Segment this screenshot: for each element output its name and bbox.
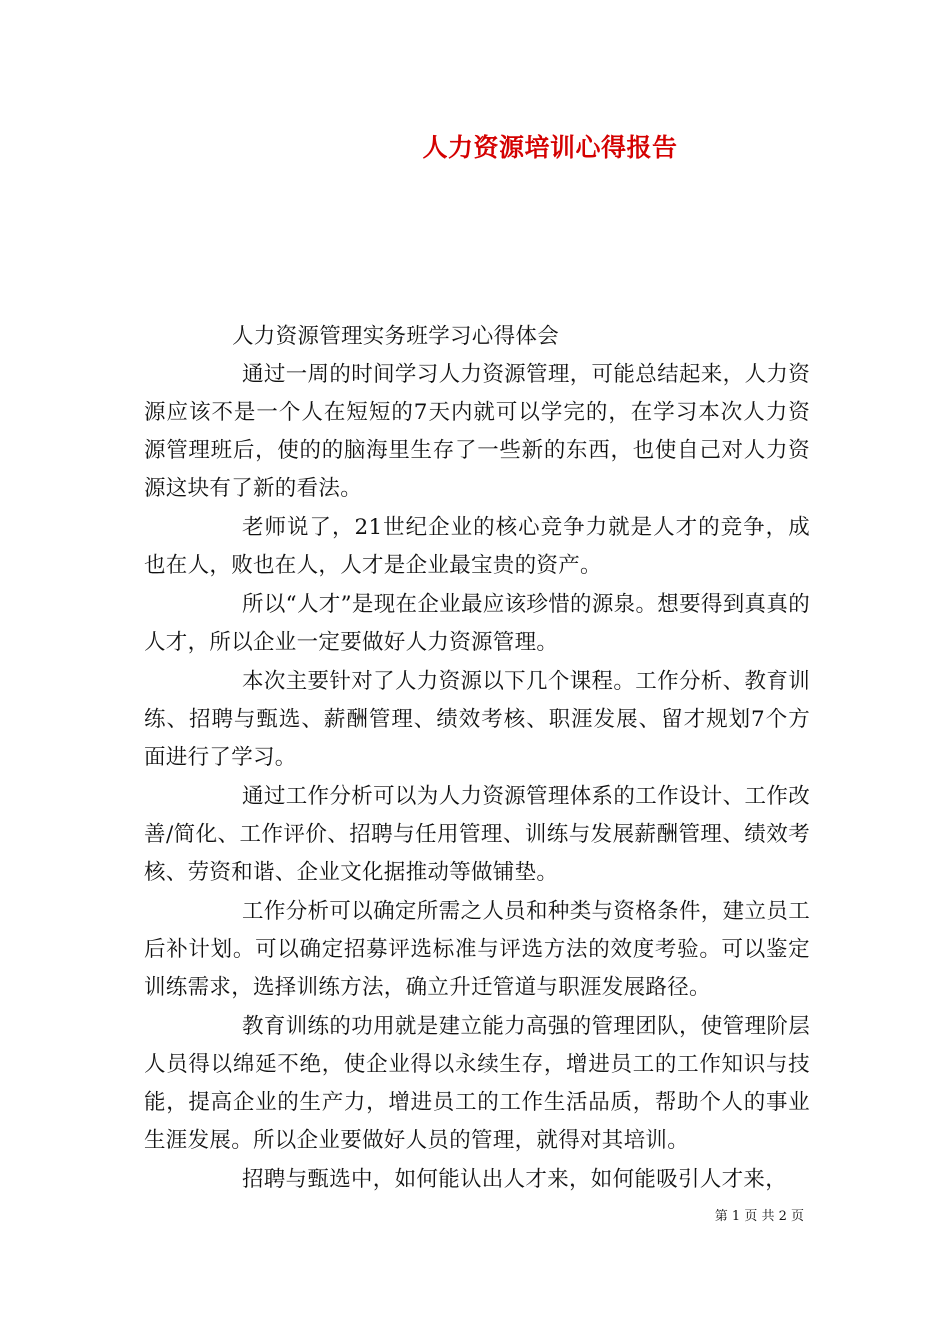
document-title: 人力资源培训心得报告	[422, 133, 678, 162]
document-body	[144, 318, 810, 1200]
paragraph: 所以“人才”是现在企业最应该珍惜的源泉。想要得到真真的人才，所以企业一定要做好人力资源管理。	[144, 592, 810, 655]
paragraph: 本次主要针对了人力资源以下几个课程。工作分析、教育训练、招聘与甄选、薪酬管理、绩效考核、职涯发展、留才规划7个方面进行了学习。	[144, 669, 810, 770]
paragraph: 老师说了，21世纪企业的核心竞争力就是人才的竞争，成也在人，败也在人，人才是企业最宝贵的资产。	[144, 515, 810, 578]
paragraph: 通过一周的时间学习人力资源管理，可能总结起来，人力资源应该不是一个人在短短的7天内就可以学完的，在学习本次人力资源管理班后，使的的脑海里生存了一些新的东西，也使自己对人力资源这块有了新的看法。	[144, 362, 810, 501]
page-number-footer: 第 1 页 共 2 页	[714, 1209, 804, 1224]
paragraph: 工作分析可以确定所需之人员和种类与资格条件，建立员工后补计划。可以确定招募评选标准与评选方法的效度考验。可以鉴定训练需求，选择训练方法，确立升迁管道与职涯发展路径。	[144, 899, 810, 1000]
paragraph: 教育训练的功用就是建立能力高强的管理团队，使管理阶层人员得以绵延不绝，使企业得以永续生存，增进员工的工作知识与技能，提高企业的生产力，增进员工的工作生活品质，帮助个人的事业生涯发展。所以企业要做好人员的管理，就得对其培训。	[144, 1014, 810, 1153]
paragraph: 招聘与甄选中，如何能认出人才来，如何能吸引人才来，	[242, 1167, 788, 1192]
paragraph: 通过工作分析可以为人力资源管理体系的工作设计、工作改善/简化、工作评价、招聘与任用管理、训练与发展薪酬管理、绩效考核、劳资和谐、企业文化据推动等做铺垫。	[144, 784, 810, 885]
document-subtitle: 人力资源管理实务班学习心得体会	[232, 324, 560, 349]
